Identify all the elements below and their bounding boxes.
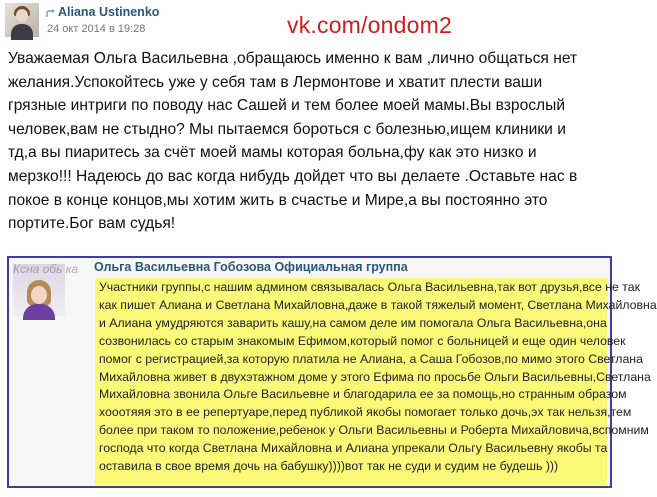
embedded-post-text <box>99 279 657 476</box>
embedded-text-line: господа что когда Светлана Михайловна и Алиана упрекали Ольгу Васильевну якобы та <box>99 441 608 456</box>
post-header <box>0 0 620 44</box>
embedded-text-line: более при таком то положение,ребенок у Ольги Васильевны и Роберта Михайловича,вспомним <box>99 423 649 438</box>
post-text <box>8 47 614 236</box>
avatar-watermark: Ксна обь ка <box>13 262 79 276</box>
embedded-text-line: хооотяяя это в ее репертуаре,перед публикой якобы помогает только дочь,эх так нельзя,тем <box>99 405 632 420</box>
embedded-text-line: помог с регистрацией,за которую платила не Алиана, а Саша Гобозов,по мимо этого Светлана <box>99 351 643 366</box>
post-text-line: Уважаемая Ольга Васильевна ,обращаюсь именно к вам ,лично общаться нет <box>8 50 578 67</box>
embedded-text-line: как пишет Алиана и Светлана Михайловна,даже в такой тяжелый момент, Светлана Михайловна <box>99 297 657 312</box>
author-name-link[interactable]: Aliana Ustinenko <box>58 5 160 19</box>
embedded-text-line: созвонилась со старым знакомым Ефимом,который помог с больницей и еще один человек <box>99 333 626 348</box>
post-text-line: тд,а вы пиаритесь за счёт моей мамы которая больна,фу как это низко и <box>8 144 537 162</box>
embedded-text-line: Михайловна живет в двухэтажном доме у этого Ефима по просьбе Ольги Васильевны,Светлана <box>99 369 651 384</box>
post-date[interactable]: 24 окт 2014 в 19:28 <box>47 23 146 35</box>
post-text-line: покое в конце концов,мы хотим жить в счастье и Мире,а вы постоянно это <box>8 191 548 209</box>
group-name-link[interactable]: Ольга Васильевна Гобозова Официальная группа <box>94 260 408 274</box>
repost-arrow-icon <box>46 9 56 18</box>
post-text-line: портите.Бог вам судья! <box>8 215 176 233</box>
group-avatar[interactable] <box>13 262 79 316</box>
embedded-text-line: Михайловна звонила Ольге Васильевне и благодарила ее за помощь,но странным образом <box>99 387 627 402</box>
embedded-text-line: и Алиана умудряются заварить кашу,на самом деле им помогала Ольга Васильевна,она <box>99 315 607 330</box>
watermark: vk.com/ondom2 <box>287 12 452 38</box>
post-text-line: человек,вам не стыдно? Мы пытаемся бороться с болезнью,ищем клиники и <box>8 120 566 138</box>
post-text-line: грязные интриги по поводу нас Сашей и тем более моей мамы.Вы взрослый <box>8 97 566 115</box>
embedded-post-screenshot <box>7 256 657 488</box>
post-text-line: мерзко!!! Надеюсь до вас когда нибудь дойдет что вы делаете .Оставьте нас в <box>8 167 578 185</box>
user-avatar[interactable] <box>5 3 39 37</box>
embedded-text-line: оставила в свое время дочь на бабушку))))вот так не суди и судим не будешь ))) <box>99 459 559 474</box>
embedded-text-line: Участники группы,с нашим админом связывалась Ольга Васильевна,так вот друзья,все не так <box>99 280 640 294</box>
post-text-line: желания.Успокойтесь уже у себя там в Лермонтове и хватит плести ваши <box>8 73 543 91</box>
